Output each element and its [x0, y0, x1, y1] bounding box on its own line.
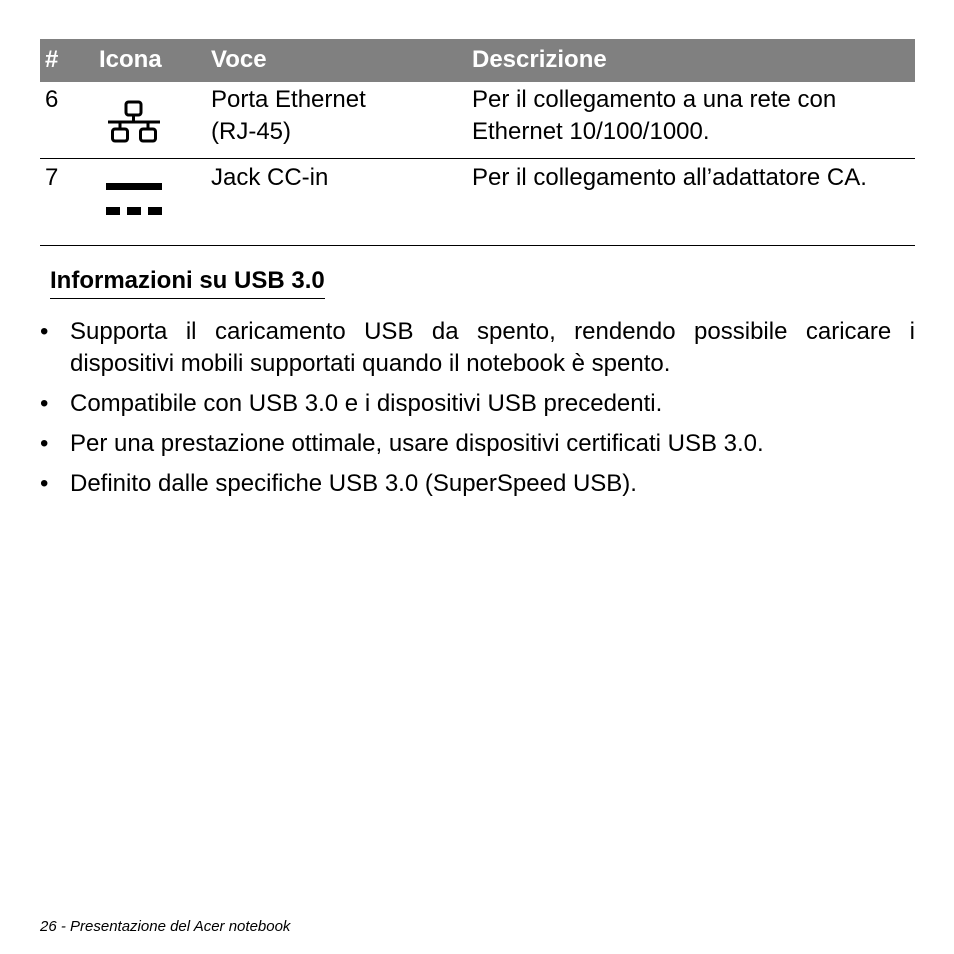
bullet-icon: •: [40, 430, 49, 457]
list-item-text: Per una prestazione ottimale, usare dispositivi certificati USB 3.0.: [70, 430, 764, 457]
row-item: [211, 84, 366, 148]
table-header: [40, 39, 915, 82]
row-desc-line2: Ethernet 10/100/1000.: [472, 118, 710, 145]
row-desc-line1: Per il collegamento all’adattatore CA.: [472, 164, 867, 191]
list-item: [40, 388, 915, 420]
ethernet-network-icon: [106, 100, 162, 146]
dc-power-icon: [106, 183, 162, 216]
list-item-text: Compatibile con USB 3.0 e i dispositivi USB precedenti.: [70, 390, 663, 417]
list-item-text: Definito dalle specifiche USB 3.0 (SuperSpeed USB).: [70, 470, 637, 497]
row-item-line2: (RJ-45): [211, 118, 292, 145]
table-row: [40, 82, 915, 159]
page-footer: 26 - Presentazione del Acer notebook: [40, 918, 291, 935]
bullet-icon: •: [40, 390, 49, 417]
list-item: [40, 316, 915, 380]
usb-info-list: [40, 316, 915, 508]
row-item-line1: Jack CC-in: [211, 164, 329, 191]
row-num: 7: [45, 164, 59, 191]
header-num: #: [45, 46, 59, 73]
row-desc-line1: Per il collegamento a una rete con: [472, 86, 837, 113]
header-icon: Icona: [99, 46, 162, 73]
bullet-icon: •: [40, 470, 49, 497]
list-item: [40, 468, 915, 500]
header-item: Voce: [211, 46, 267, 73]
ports-table: [40, 39, 915, 246]
row-desc: [472, 84, 836, 148]
list-item-text: Supporta il caricamento USB da spento, rendendo possibile caricare i dispositivi mobili supportati quando il notebook è spento.: [70, 318, 915, 377]
table-row: [40, 159, 915, 246]
section-title: Informazioni su USB 3.0: [50, 265, 325, 299]
row-num: 6: [45, 86, 59, 113]
list-item: [40, 428, 915, 460]
header-desc: Descrizione: [472, 46, 607, 73]
row-item-line1: Porta Ethernet: [211, 86, 366, 113]
bullet-icon: •: [40, 318, 49, 345]
